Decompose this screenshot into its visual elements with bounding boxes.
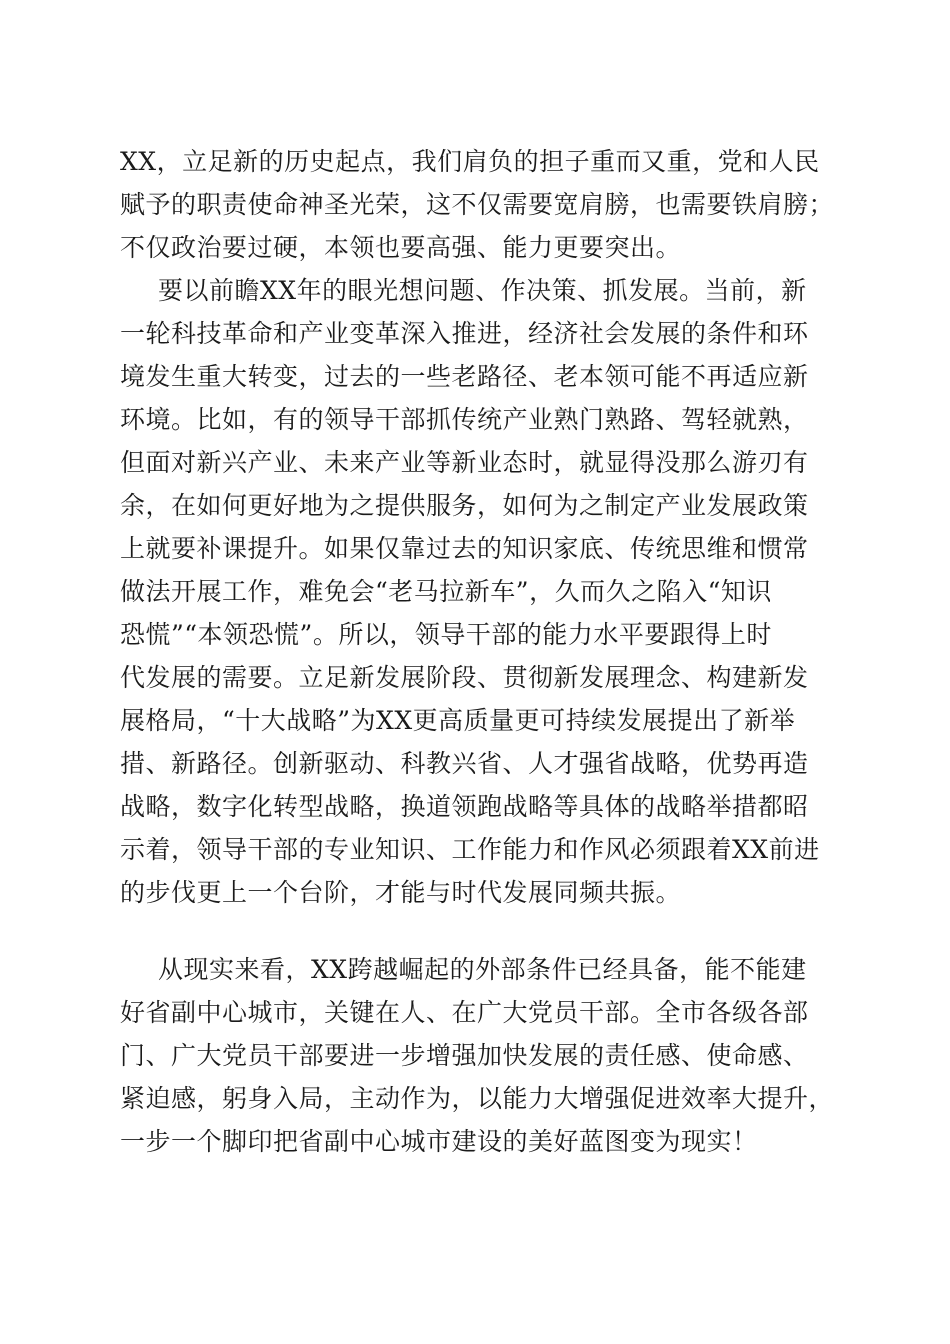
paragraph-1-line-1: XX，立足新的历史起点，我们肩负的担子重而又重，党和人民 [120,147,820,176]
paragraph-3-line-5: 一步一个脚印把省副中心城市建设的美好蓝图变为现实！ [120,1127,758,1156]
paragraph-2-line-13: 战略，数字化转型战略，换道领跑战略等具体的战略举措都昭 [120,792,809,821]
paragraph-2-line-14: 示着，领导干部的专业知识、工作能力和作风必须跟着XX前进 [120,835,820,864]
paragraph-2-line-10: 代发展的需要。立足新发展阶段、贯彻新发展理念、构建新发 [120,663,809,692]
paragraph-2-line-2: 一轮科技革命和产业变革深入推进，经济社会发展的条件和环 [120,319,809,348]
paragraph-3-line-3: 门、广大党员干部要进一步增强加快发展的责任感、使命感、 [120,1041,809,1070]
paragraph-2-line-7: 上就要补课提升。如果仅靠过去的知识家底、传统思维和惯常 [120,534,809,563]
paragraph-2-line-1: 要以前瞻XX年的眼光想问题、作决策、抓发展。当前，新 [158,276,807,305]
paragraph-2-line-12: 措、新路径。创新驱动、科教兴省、人才强省战略，优势再造 [120,749,809,778]
paragraph-2-line-5: 但面对新兴产业、未来产业等新业态时，就显得没那么游刃有 [120,448,809,477]
paragraph-2-line-15: 的步伐更上一个台阶，才能与时代发展同频共振。 [120,878,682,907]
paragraph-1-line-2: 赋予的职责使命神圣光荣，这不仅需要宽肩膀，也需要铁肩膀； [120,190,835,219]
paragraph-3-line-2: 好省副中心城市，关键在人、在广大党员干部。全市各级各部 [120,998,809,1027]
paragraph-2-line-3: 境发生重大转变，过去的一些老路径、老本领可能不再适应新 [120,362,809,391]
paragraph-2-line-6: 余，在如何更好地为之提供服务，如何为之制定产业发展政策 [120,491,809,520]
paragraph-2-line-8: 做法开展工作，难免会“老马拉新车”，久而久之陷入“知识 [120,577,772,606]
paragraph-2-line-9: 恐慌”“本领恐慌”。所以，领导干部的能力水平要跟得上时 [120,620,772,649]
paragraph-1-line-3: 不仅政治要过硬，本领也要高强、能力更要突出。 [120,233,682,262]
paragraph-3-line-1: 从现实来看，XX跨越崛起的外部条件已经具备，能不能建 [158,955,807,984]
paragraph-3-line-4: 紧迫感，躬身入局，主动作为，以能力大增强促进效率大提升， [120,1084,835,1113]
paragraph-2-line-11: 展格局，“十大战略”为XX更高质量更可持续发展提出了新举 [120,706,796,735]
paragraph-2-line-4: 环境。比如，有的领导干部抓传统产业熟门熟路、驾轻就熟， [120,405,809,434]
